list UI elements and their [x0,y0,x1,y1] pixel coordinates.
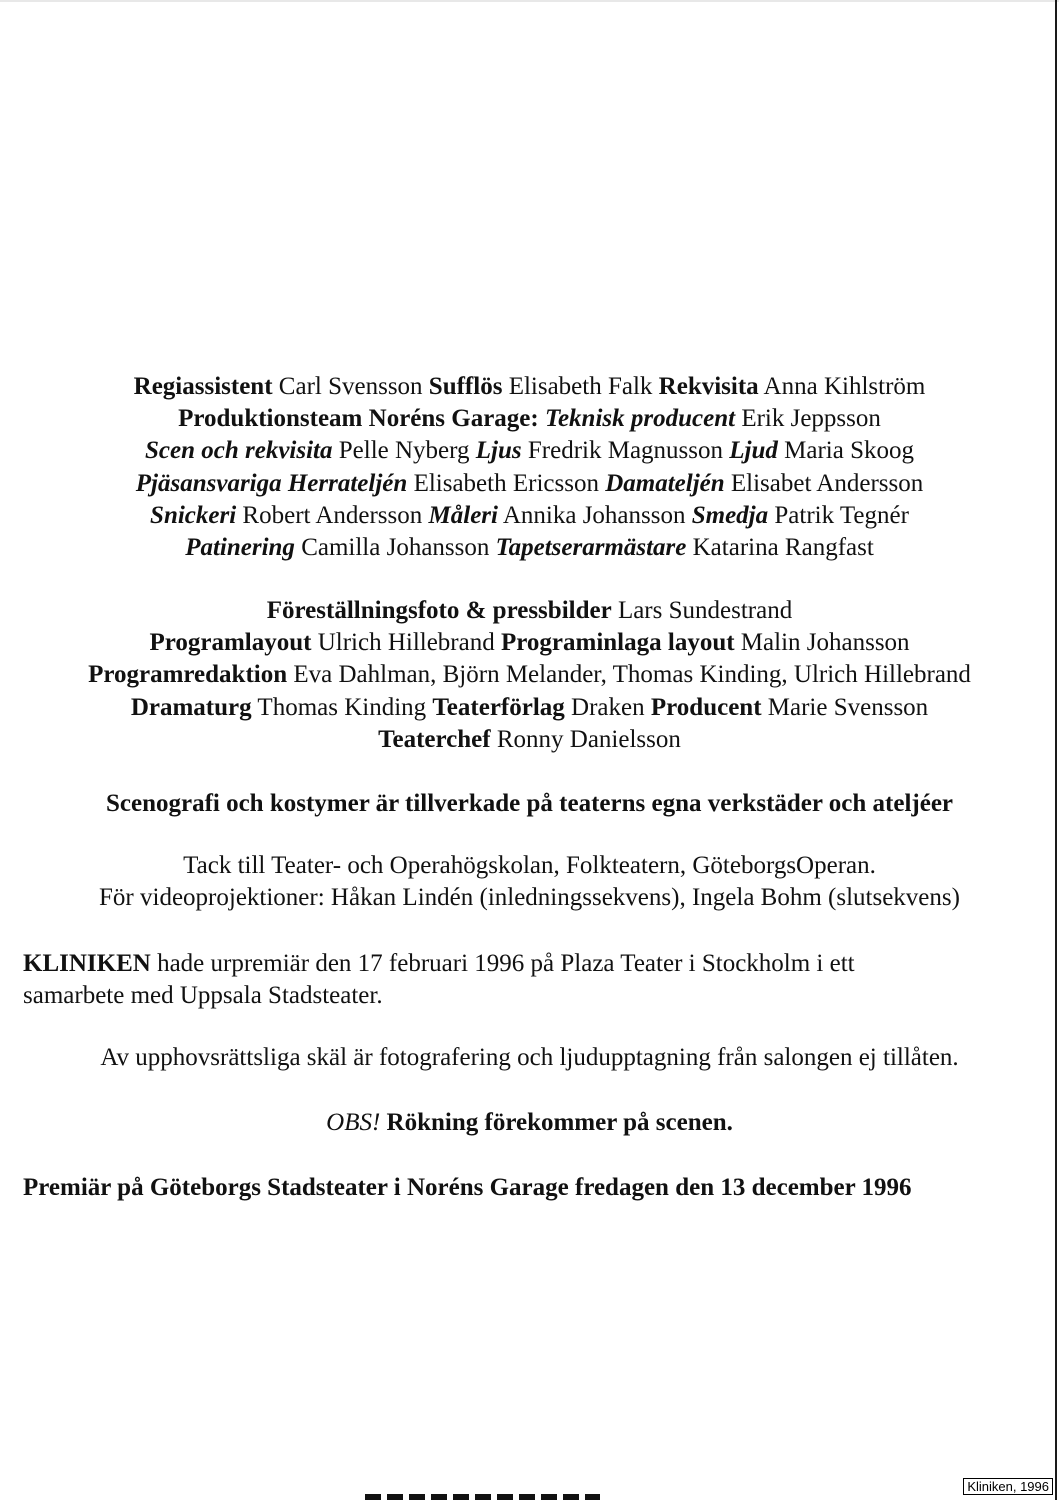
credits-line [0,435,1059,467]
premiere-history-line: samarbete med Uppsala Stadsteater. [23,982,383,1010]
person-name: Camilla Johansson [294,534,496,562]
workshop-note-block [0,788,1059,820]
copyright-block [0,1042,1059,1074]
production-line [0,692,1059,724]
cropped-bottom-text [365,1494,600,1500]
role-label: Scen och rekvisita [145,437,333,465]
person-name: Robert Andersson [236,501,429,529]
smoking-note: OBS! Rökning förekommer på scenen. [326,1109,733,1136]
role-label: Måleri [428,501,498,529]
person-name: Elisabeth Ericsson [407,469,606,497]
copyright-note: Av upphovsrättsliga skäl är fotografering och ljudupptagning från salongen ej tillåten. [100,1044,959,1071]
role-label: Programredaktion [88,661,288,689]
production-block [0,595,1059,756]
thanks-line: Tack till Teater- och Operahögskolan, Folkteatern, GöteborgsOperan. [183,852,876,879]
person-name: Carl Svensson [272,373,429,400]
person-name: Eva Dahlman, Björn Melander, Thomas Kinding, Ulrich Hillebrand [287,661,971,689]
credits-block [0,371,1059,564]
person-name: Fredrik Magnusson [521,437,730,465]
role-label: Teaterförlag [432,693,565,721]
role-label: Patinering [185,534,295,562]
role-label: Ljud [729,437,778,465]
obs-label: OBS! [326,1109,381,1136]
person-name: Thomas Kinding [251,693,433,721]
person-name: Anna Kihlström [758,373,926,400]
credits-line [0,403,1059,435]
role-label: Producent [650,693,762,721]
person-name: Patrik Tegnér [768,501,909,529]
premiere-history-line: KLINIKEN hade urpremiär den 17 februari 1996 på Plaza Teater i Stockholm i ett [23,950,855,977]
play-title: KLINIKEN [23,950,151,977]
image-caption: Kliniken, 1996 [963,1478,1053,1495]
role-label: Rekvisita [658,373,759,400]
premiere-history-block [23,948,1023,1012]
role-label: Sufflös [428,373,503,400]
credits-line [0,500,1059,532]
role-label: Produktionsteam Noréns Garage: [178,405,539,433]
credits-line [0,371,1059,403]
role-label: Teaterchef [378,725,491,753]
person-name: Katarina Rangfast [686,534,874,562]
production-line [0,724,1059,756]
role-label: Programlayout [149,629,312,657]
role-label: Smedja [691,501,769,529]
role-label: Föreställningsfoto & pressbilder [266,597,612,624]
role-label: Tapetserarmästare [495,534,687,562]
page-top-edge [0,0,1059,2]
production-line [0,659,1059,691]
credits-line [0,532,1059,564]
person-name: Pelle Nyberg [332,437,476,465]
role-label: Dramaturg [130,693,252,721]
person-name: Elisabet Andersson [724,469,924,497]
thanks-block [0,850,1059,914]
person-name: Maria Skoog [777,437,914,465]
role-label: Regiassistent [133,373,273,400]
person-name: Marie Svensson [761,693,929,721]
person-name: Ulrich Hillebrand [311,629,501,657]
person-name: Ronny Danielsson [490,725,681,753]
person-name: Annika Johansson [497,501,692,529]
role-label: Snickeri [150,501,237,529]
person-name: Draken [564,693,651,721]
person-name: Elisabeth Falk [502,373,659,400]
role-label: Pjäsansvariga Herrateljén [135,469,408,497]
credits-line [0,468,1059,500]
person-name: Lars Sundestrand [611,597,793,624]
production-line [0,627,1059,659]
premiere-block [23,1172,1023,1204]
role-label: Teknisk producent [544,405,736,433]
person-name: Erik Jeppsson [735,405,881,433]
smoking-block [0,1107,1059,1139]
role-label: Ljus [475,437,522,465]
role-label: Damateljén [605,469,725,497]
workshop-note: Scenografi och kostymer är tillverkade på teaterns egna verkstäder och ateljéer [105,790,954,817]
production-line [0,595,1059,627]
role-label: Programinlaga layout [500,629,735,657]
thanks-line: För videoprojektioner: Håkan Lindén (inledningssekvens), Ingela Bohm (slutsekvens) [99,884,960,912]
premiere-note: Premiär på Göteborgs Stadsteater i Noréns Garage fredagen den 13 december 1996 [23,1174,912,1201]
person-name: Malin Johansson [734,629,910,657]
